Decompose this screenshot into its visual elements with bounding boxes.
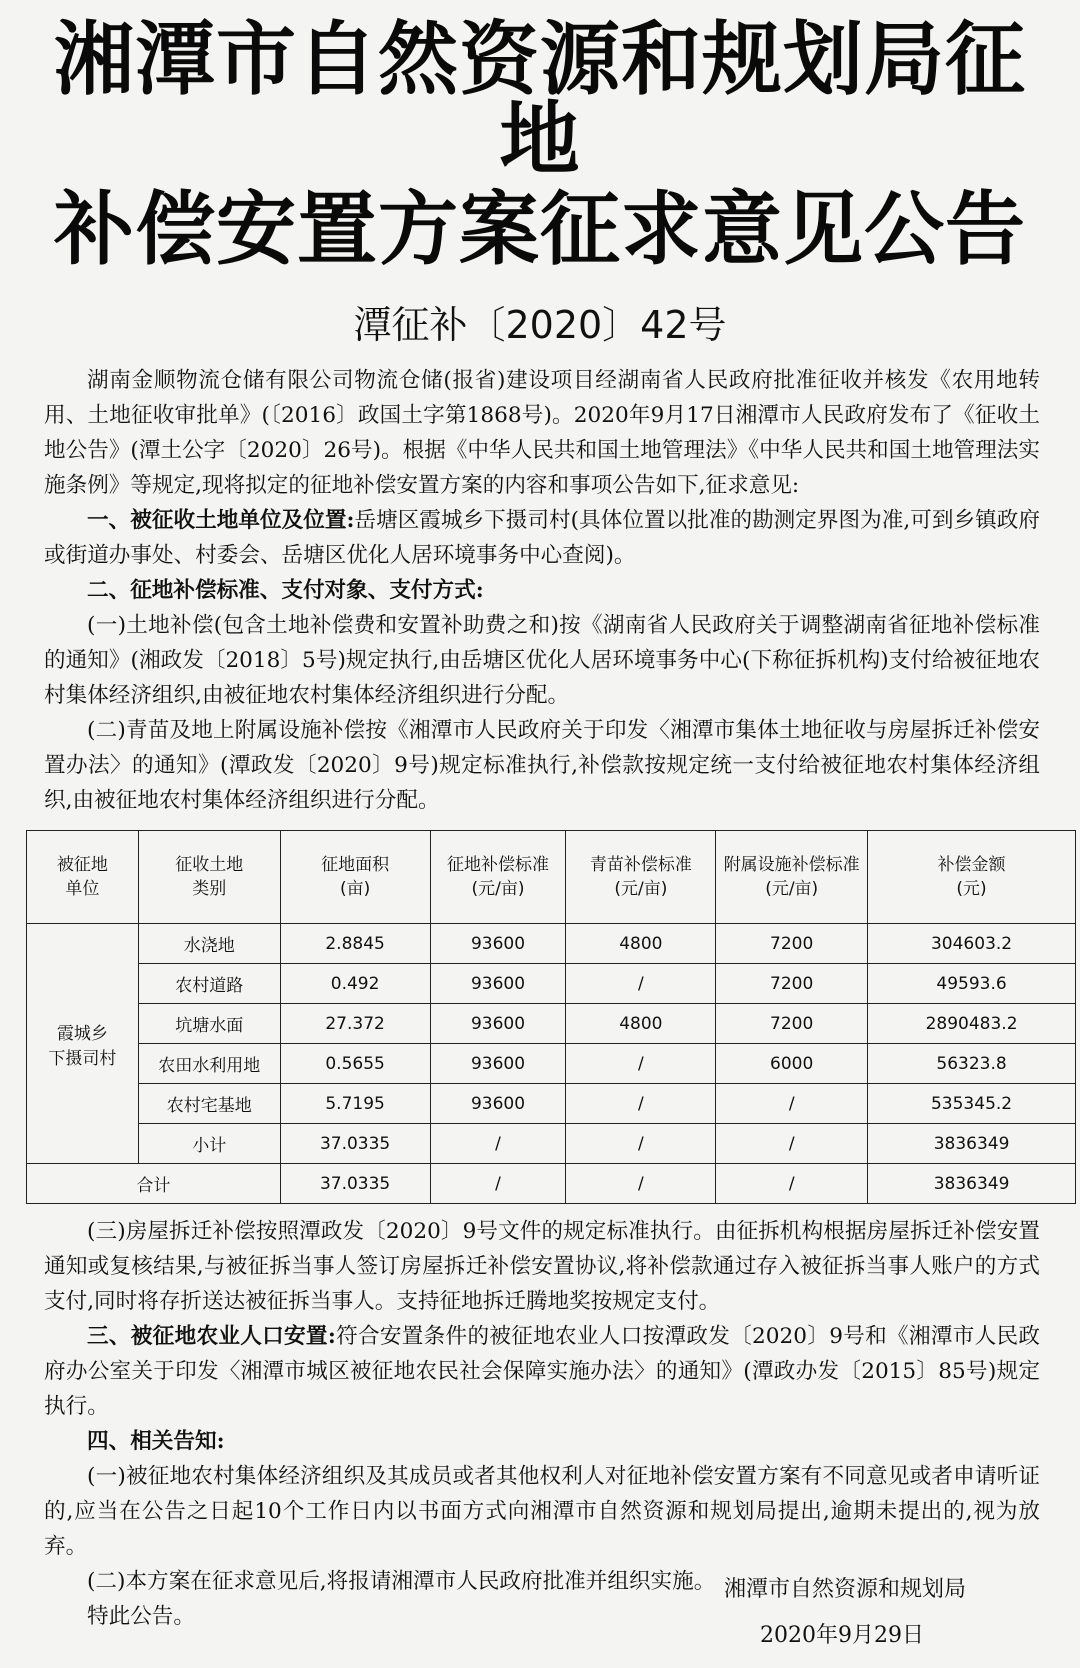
section-1-heading: 一、被征收土地单位及位置: — [87, 508, 355, 533]
table-cell: 6000 — [716, 1044, 868, 1084]
table-cell: 3836349 — [868, 1164, 1076, 1204]
section-4-item-2: (二)本方案在征求意见后,将报请湘潭市人民政府批准并组织实施。 — [87, 1569, 716, 1594]
table-cell: / — [566, 1084, 716, 1124]
table-cell: 农村道路 — [138, 964, 280, 1004]
table-row — [27, 964, 1076, 1004]
signature-date: 2020年9月29日 — [760, 1623, 924, 1648]
section-1-text: 岳塘区霞城乡下摄司村(具体位置以批准的勘测定界图为准,可到乡镇政府或街道办事处、村委会、岳塘区优化人居环境事务中心查阅)。 — [44, 508, 1040, 568]
section-4-item-1: (一)被征地农村集体经济组织及其成员或者其他权利人对征地补偿安置方案有不同意见或者申请听证的,应当在公告之日起10个工作日内以书面方式向湘潭市自然资源和规划局提出,逾期未提出的,视为放弃。 — [44, 1464, 1040, 1559]
table-header-row — [27, 831, 1076, 924]
table-cell: / — [716, 1084, 868, 1124]
col-header-facility-standard: 附属设施补偿标准 (元/亩) — [716, 831, 868, 924]
intro-paragraph: 湖南金顺物流仓储有限公司物流仓储(报省)建设项目经湖南省人民政府批准征收并核发《农用地转用、土地征收审批单》(〔2016〕政国土字第1868号)。2020年9月17日湘潭市人民政府发布了《征收土地公告》(潭土公字〔2020〕26号)。根据《中华人民共和国土地管理法》《中华人民共和国土地管理法实施条例》等规定,现将拟定的征地补偿安置方案的内容和事项公告如下,征求意见: — [44, 368, 1040, 498]
table-cell: 7200 — [716, 964, 868, 1004]
total-label-cell: 合计 — [27, 1164, 281, 1204]
table-cell: 4800 — [566, 1004, 716, 1044]
table-cell: 4800 — [566, 924, 716, 964]
table-row — [27, 1004, 1076, 1044]
table-cell: / — [566, 1044, 716, 1084]
table-cell: / — [430, 1164, 566, 1204]
section-4 — [16, 1424, 1064, 1459]
total-row — [27, 1164, 1076, 1204]
table-cell: 93600 — [430, 1084, 566, 1124]
section-2-heading: 二、征地补偿标准、支付对象、支付方式: — [87, 578, 484, 603]
section-3-text: 符合安置条件的被征地农业人口按潭政发〔2020〕9号和《湘潭市人民政府办公室关于印发〈湘潭市城区被征地农民社会保障实施办法〉的通知》(潭政办发〔2015〕85号)规定执行。 — [44, 1324, 1040, 1419]
section-2-item-3: (三)房屋拆迁补偿按照潭政发〔2020〕9号文件的规定标准执行。由征拆机构根据房屋拆迁补偿安置通知或复核结果,与被征拆当事人签订房屋拆迁补偿安置协议,将补偿款通过存入被征拆当事人账户的方式支付,同时将存折送达被征拆当事人。支持征地拆迁腾地奖按规定支付。 — [44, 1219, 1040, 1314]
table-cell: 水浇地 — [138, 924, 280, 964]
table-cell: 小计 — [138, 1124, 280, 1164]
section-2 — [16, 573, 1064, 608]
table-cell: 5.7195 — [280, 1084, 430, 1124]
table-row — [27, 1084, 1076, 1124]
table-cell: 2.8845 — [280, 924, 430, 964]
subtotal-row — [27, 1124, 1076, 1164]
table-cell: 535345.2 — [868, 1084, 1076, 1124]
table-cell: / — [716, 1124, 868, 1164]
col-header-amount: 补偿金额 (元) — [868, 831, 1076, 924]
table-cell: 27.372 — [280, 1004, 430, 1044]
section-4-heading: 四、相关告知: — [87, 1429, 225, 1454]
col-header-area: 征地面积 (亩) — [280, 831, 430, 924]
col-header-unit: 被征地 单位 — [27, 831, 139, 924]
section-1 — [16, 503, 1064, 573]
section-3-heading: 三、被征地农业人口安置: — [87, 1324, 336, 1349]
table-cell: 93600 — [430, 1044, 566, 1084]
section-2-item-1: (一)土地补偿(包含土地补偿费和安置补助费之和)按《湖南省人民政府关于调整湖南省征地补偿标准的通知》(湘政发〔2018〕5号)规定执行,由岳塘区优化人居环境事务中心(下称征拆机构)支付给被征地农村集体经济组织,由被征地农村集体经济组织进行分配。 — [44, 613, 1040, 708]
table-cell: 农田水利用地 — [138, 1044, 280, 1084]
table-cell: 37.0335 — [280, 1124, 430, 1164]
table-cell: 93600 — [430, 1004, 566, 1044]
table-cell: / — [566, 1124, 716, 1164]
table-cell: 3836349 — [868, 1124, 1076, 1164]
table-cell: 56323.8 — [868, 1044, 1076, 1084]
table-row — [27, 1044, 1076, 1084]
table-cell: / — [430, 1124, 566, 1164]
table-cell: 2890483.2 — [868, 1004, 1076, 1044]
signature-org: 湘潭市自然资源和规划局 — [724, 1577, 967, 1602]
table-cell: 37.0335 — [280, 1164, 430, 1204]
unit-cell: 霞城乡 下摄司村 — [27, 924, 139, 1164]
table-cell: 坑塘水面 — [138, 1004, 280, 1044]
table-cell: / — [716, 1164, 868, 1204]
table-cell: 农村宅基地 — [138, 1084, 280, 1124]
table-cell: / — [566, 964, 716, 1004]
table-cell: 0.5655 — [280, 1044, 430, 1084]
document-number: 潭征补〔2020〕42号 — [353, 303, 727, 347]
table-cell: 0.492 — [280, 964, 430, 1004]
table-cell: 49593.6 — [868, 964, 1076, 1004]
table-cell: / — [566, 1164, 716, 1204]
title-line-2: 补偿安置方案征求意见公告 — [54, 183, 1026, 276]
compensation-table — [26, 830, 1076, 1204]
title-line-1: 湘潭市自然资源和规划局征地 — [54, 13, 1026, 186]
section-2-item-2: (二)青苗及地上附属设施补偿按《湘潭市人民政府关于印发〈湘潭市集体土地征收与房屋拆迁补偿安置办法〉的通知》(潭政发〔2020〕9号)规定标准执行,补偿款按规定统一支付给被征地农村集体经济组织,由被征地农村集体经济组织进行分配。 — [44, 718, 1040, 813]
table-cell: 93600 — [430, 924, 566, 964]
col-header-land-type: 征收土地 类别 — [138, 831, 280, 924]
table-cell: 93600 — [430, 964, 566, 1004]
table-cell: 7200 — [716, 1004, 868, 1044]
closing-statement: 特此公告。 — [87, 1604, 195, 1629]
section-3 — [16, 1319, 1064, 1424]
col-header-crop-standard: 青苗补偿标准 (元/亩) — [566, 831, 716, 924]
col-header-land-standard: 征地补偿标准 (元/亩) — [430, 831, 566, 924]
table-row — [27, 924, 1076, 964]
table-cell: 304603.2 — [868, 924, 1076, 964]
table-cell: 7200 — [716, 924, 868, 964]
